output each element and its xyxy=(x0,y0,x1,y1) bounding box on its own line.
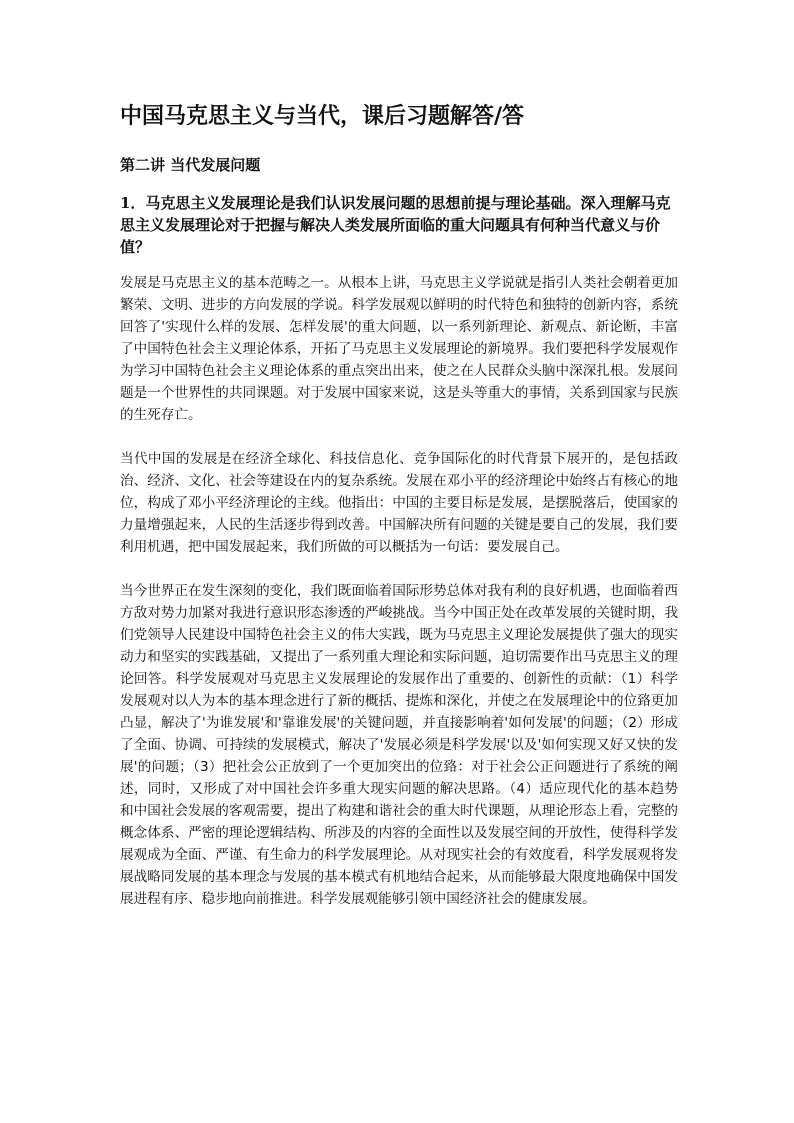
answer-paragraph: 当今世界正在发生深刻的变化，我们既面临着国际形势总体对我有利的良好机遇，也面临着西方敌对势力加紧对我进行意识形态渗透的严峻挑战。当今中国正处在改革发展的关键时期，我们党领导人民建设中国特色社会主义的伟大实践，既为马克思主义理论发展提供了强大的现实动力和坚实的实践基础，又提出了一系列重大理论和实际问题，迫切需要作出马克思主义的理论回答。科学发展观对马克思主义发展理论的发展作出了重要的、创新性的贡献：（1）科学发展观对以人为本的基本理念进行了新的概括、提炼和深化，并使之在发展理论中的位臵更加凸显，解决了'为谁发展'和'靠谁发展'的关键问题，并直接影响着'如何发展'的问题；（2）形成了全面、协调、可持续的发展模式，解决了'发展必须是科学发展'以及'如何实现又好又快的发展'的问题；（3）把社会公正放到了一个更加突出的位臵：对于社会公正问题进行了系统的阐述，同时，又形成了对中国社会许多重大现实问题的解决思路。（4）适应现代化的基本趋势和中国社会发展的客观需要，提出了构建和谐社会的重大时代课题，从理论形态上看，完整的概念体系、严密的理论逻辑结构、所涉及的内容的全面性以及发展空间的开放性，使得科学发展观成为全面、严谨、有生命力的科学发展理论。从对现实社会的有效度看，科学发展观将发展战略同发展的基本理念与发展的基本模式有机地结合起来，从而能够最大限度地确保中国发展进程有序、稳步地向前推进。科学发展观能够引领中国经济社会的健康发展。 xyxy=(120,583,678,907)
section-heading: 第二讲 当代发展问题 xyxy=(120,156,261,174)
question-heading: 1．马克思主义发展理论是我们认识发展问题的思想前提与理论基础。深入理解马克思主义发展理论对于把握与解决人类发展所面临的重大问题具有何种当代意义与价值？ xyxy=(120,194,671,256)
document-content xyxy=(120,100,678,932)
document-title: 中国马克思主义与当代，课后习题解答/答 xyxy=(120,103,525,129)
answer-paragraph: 发展是马克思主义的基本范畴之一。从根本上讲，马克思主义学说就是指引人类社会朝着更加繁荣、文明、进步的方向发展的学说。科学发展观以鲜明的时代特色和独特的创新内容，系统回答了'实现什么样的发展、怎样发展'的重大问题，以一系列新理论、新观点、新论断，丰富了中国特色社会主义理论体系，开拓了马克思主义发展理论的新境界。我们要把科学发展观作为学习中国特色社会主义理论体系的重点突出出来，使之在人民群众头脑中深深扎根。发展问题是一个世界性的共同课题。对于发展中国家来说，这是头等重大的事情，关系到国家与民族的生死存亡。 xyxy=(120,275,678,423)
answer-paragraph: 当代中国的发展是在经济全球化、科技信息化、竞争国际化的时代背景下展开的，是包括政治、经济、文化、社会等建设在内的复杂系统。发展在邓小平的经济理论中始终占有核心的地位，构成了邓小平经济理论的主线。他指出：中国的主要目标是发展，是摆脱落后，使国家的力量增强起来，人民的生活逐步得到改善。中国解决所有问题的关键是要自己的发展，我们要利用机遇，把中国发展起来，我们所做的可以概括为一句话：要发展自己。 xyxy=(120,451,678,555)
